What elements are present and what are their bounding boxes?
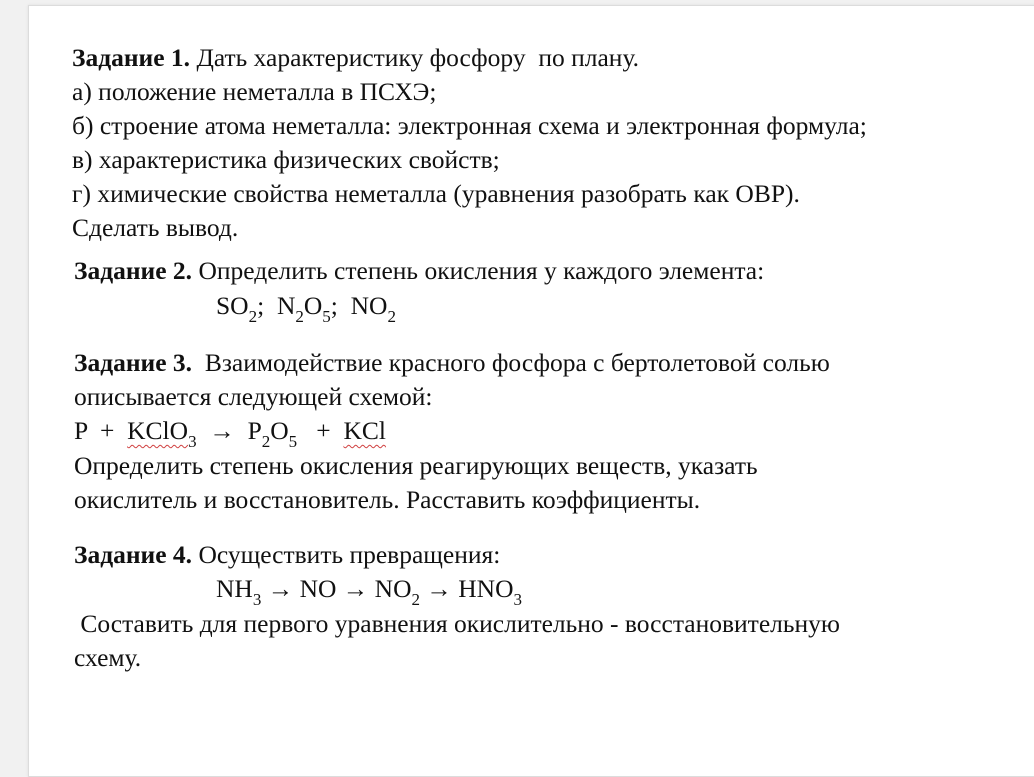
task1-item-d: г) химические свойства неметалла (уравнения разобрать как ОВР). — [72, 179, 800, 208]
task3-equation — [74, 416, 386, 451]
subscript: 5 — [322, 307, 331, 326]
subscript: 2 — [411, 590, 421, 609]
subscript: 3 — [188, 432, 197, 451]
subscript: 2 — [387, 307, 396, 326]
task3-line4: Определить степень окисления реагирующих веществ, указать — [74, 451, 758, 480]
formula-part: O — [270, 416, 289, 445]
task1-item-b: б) строение атома неметалла: электронная схема и электронная формула; — [72, 111, 867, 140]
task4-line4: схему. — [74, 643, 142, 672]
task3-text: Взаимодействие красного фосфора с бертолетовой солью — [192, 348, 830, 377]
task1-item-a: а) положение неметалла в ПСХЭ; — [72, 77, 437, 106]
formula-part: O — [303, 291, 323, 320]
formula-part: ; NO — [330, 291, 388, 320]
formula-part: NH — [216, 574, 253, 603]
formula-part: + — [297, 416, 344, 445]
task1-item-c: в) характеристика физических свойств; — [72, 145, 500, 174]
task4-title: Задание 4. — [74, 540, 193, 569]
formula-part: ; N — [257, 291, 296, 320]
task1-conclusion: Сделать вывод. — [72, 213, 239, 242]
formula-part: → NO → NO — [261, 574, 412, 603]
subscript: 2 — [261, 432, 271, 451]
task2-text: Определить степень окисления у каждого элемента: — [192, 256, 765, 285]
subscript: 2 — [295, 307, 304, 326]
subscript: 2 — [248, 307, 258, 326]
task2-formula — [216, 291, 396, 326]
task4-text: Осуществить превращения: — [192, 540, 501, 569]
subscript: 5 — [288, 432, 298, 451]
formula-part: KCl — [343, 416, 386, 445]
task1-title: Задание 1. — [72, 43, 191, 72]
task3-line5: окислитель и восстановитель. Расставить коэффициенты. — [74, 485, 701, 514]
formula-part: P + — [74, 416, 128, 445]
formula-part: → P — [196, 416, 262, 445]
task4-chain — [216, 574, 523, 609]
task4-heading — [74, 540, 500, 570]
formula-part: SO — [216, 291, 249, 320]
task3-line2: описывается следующей схемой: — [74, 382, 433, 411]
task1-text: Дать характеристику фосфору по плану. — [190, 43, 640, 72]
subscript: 3 — [513, 590, 523, 609]
task4-line3: Составить для первого уравнения окислительно - восстановительную — [74, 609, 840, 638]
formula-part: KClO$_3$ — [127, 416, 197, 451]
task3-title: Задание 3. — [74, 348, 193, 377]
task1-heading — [72, 43, 639, 73]
formula-part: → HNO — [420, 574, 514, 603]
task2-heading — [74, 256, 764, 286]
subscript: 3 — [252, 590, 262, 609]
task2-title: Задание 2. — [74, 256, 193, 285]
task3-heading — [74, 348, 830, 378]
